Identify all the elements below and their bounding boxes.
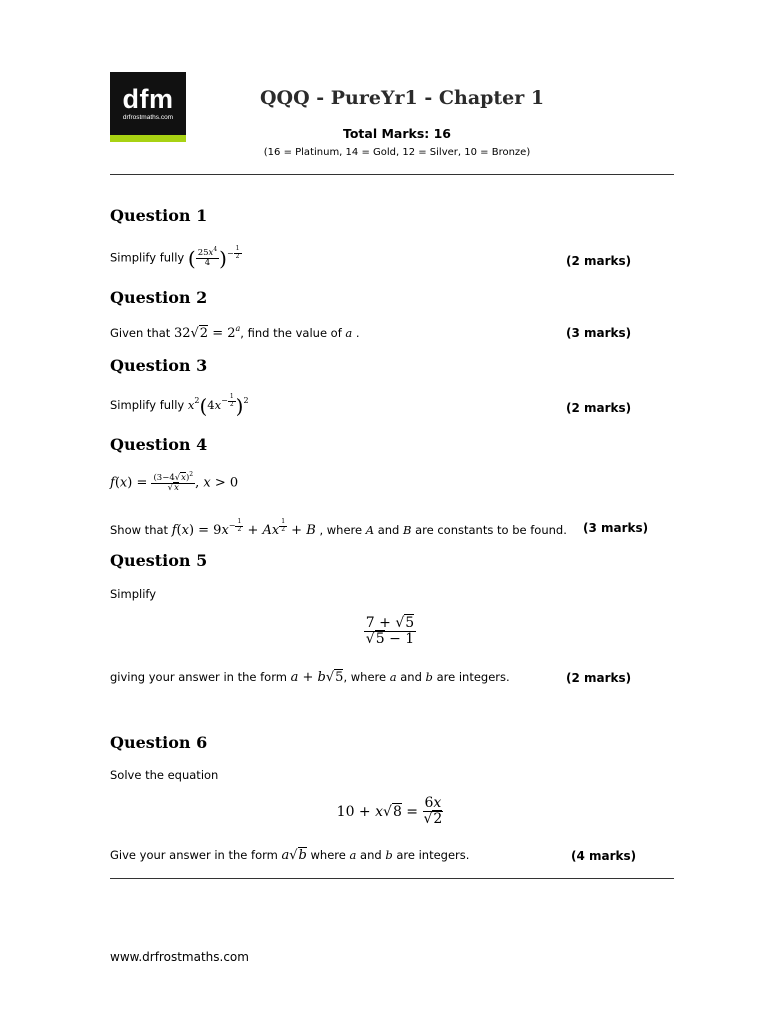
question-4-label: Show that xyxy=(110,523,169,538)
question-4-and: and xyxy=(377,523,400,538)
question-2-label-2: , find the value of xyxy=(240,326,342,340)
footer-divider xyxy=(110,878,674,879)
question-6-label-4: are integers. xyxy=(396,848,470,862)
question-5-label-4: are integers. xyxy=(436,670,510,684)
question-4-marks: (3 marks) xyxy=(583,521,649,535)
question-5-label: giving your answer in the form xyxy=(110,670,287,684)
question-6-heading: Question 6 xyxy=(110,733,208,752)
footer-url: www.drfrostmaths.com xyxy=(110,950,249,964)
grade-thresholds: (16 = Platinum, 14 = Gold, 12 = Silver, 10 = Bronze) xyxy=(263,147,531,158)
question-1-text xyxy=(110,246,242,270)
question-1-label: Simplify fully xyxy=(110,250,185,265)
question-5-heading: Question 5 xyxy=(110,551,208,570)
question-1-marks: (2 marks) xyxy=(566,254,632,268)
header-divider xyxy=(110,174,674,175)
question-6-label: Give your answer in the form xyxy=(110,848,278,862)
question-2-marks: (3 marks) xyxy=(566,326,632,340)
question-5-text: giving your answer in the form a + b√5, where a and b are integers. xyxy=(110,670,510,685)
question-6-equation: 10 + x√8 = $\frac{6x}{√2}$ xyxy=(336,795,443,828)
logo-word: dfm xyxy=(122,84,174,114)
logo-site: drfrostmaths.com xyxy=(122,114,174,121)
question-4-text: Show that $f(x) = 9x^{- \frac{1}{2}}$ + Ax $^{\frac{1}{2}}$ + B , where A and B are constants to be found. xyxy=(110,518,567,539)
question-2-text: Given that $32√2 = 2^a$, find the value of a . xyxy=(110,324,360,341)
question-2-heading: Question 2 xyxy=(110,288,208,307)
question-5-and: and xyxy=(400,670,422,684)
question-2-label: Given that xyxy=(110,326,171,340)
question-6-marks: (4 marks) xyxy=(571,849,637,863)
question-4-label-2: , where xyxy=(319,523,363,538)
question-4-heading: Question 4 xyxy=(110,435,208,454)
question-6-text: Give your answer in the form a√b where a and b are integers. xyxy=(110,848,470,863)
page-title: QQQ - PureYr1 - Chapter 1 xyxy=(260,87,545,109)
question-6-intro: Solve the equation xyxy=(110,768,219,782)
question-4-function: f(x) = $\frac{(3-4√x)^2}{√x}$ , x > 0 xyxy=(110,471,239,494)
question-5-label-2: , where xyxy=(343,670,387,684)
question-3-heading: Question 3 xyxy=(110,356,208,375)
question-6-label-2: where xyxy=(310,848,346,862)
question-2-equation: $32√2 = 2^a$ xyxy=(173,324,241,341)
question-5-marks: (2 marks) xyxy=(566,671,632,685)
question-5-expression: $\frac{7 + √5}{√5 - 1}$ xyxy=(365,615,415,648)
question-3-expression: $x^2(4x^{- \frac{1}{2}}$ )$^2$ xyxy=(187,393,249,419)
question-3-text xyxy=(110,394,249,418)
question-5-intro: Simplify xyxy=(110,587,157,601)
question-3-marks: (2 marks) xyxy=(566,401,632,415)
question-1-heading: Question 1 xyxy=(110,206,208,225)
question-6-and: and xyxy=(360,848,382,862)
question-4-label-4: are constants to be found. xyxy=(415,523,567,538)
question-3-label: Simplify fully xyxy=(110,398,185,413)
total-marks: Total Marks: 16 xyxy=(342,126,452,141)
question-1-expression: ( $\frac{25x^4}{4}$ )$^{- \frac{1}{2}}$ xyxy=(187,245,240,270)
